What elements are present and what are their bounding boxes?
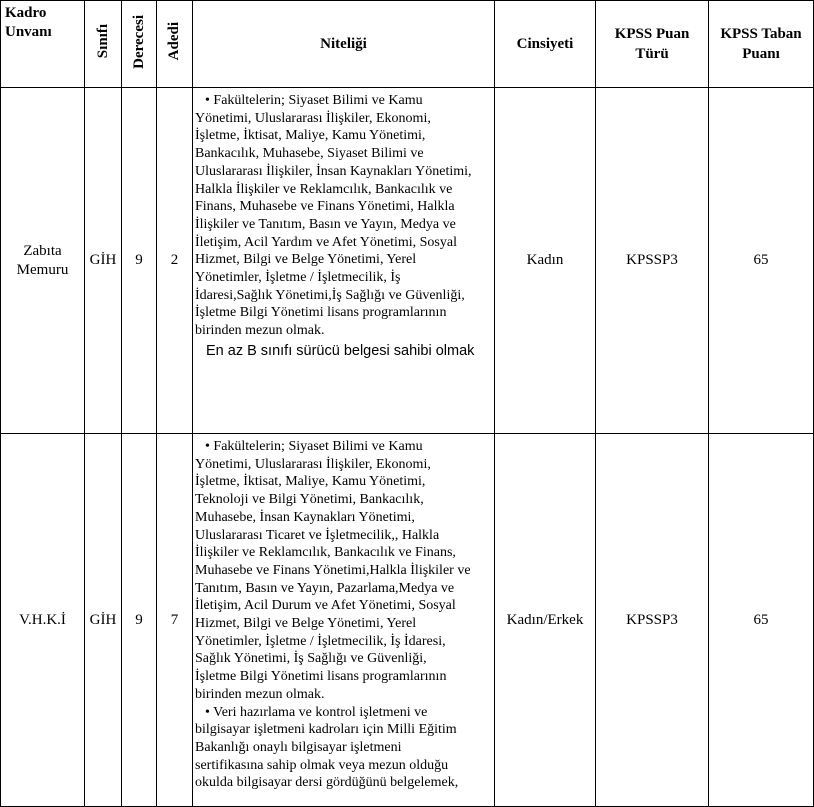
nitelik-line: • Veri hazırlama ve kontrol işletmeni ve — [205, 704, 428, 720]
table-row — [1, 88, 814, 434]
nitelik-line: Uluslararası İlişkiler, İnsan Kaynakları Yönetimi, — [195, 163, 472, 179]
nitelik-line: Yönetimi, Uluslararası İlişkiler, Ekonomi, — [195, 110, 431, 126]
sinif-cell: GİH — [85, 434, 122, 807]
nitelik-line: birinden mezun olmak. — [195, 686, 325, 702]
header-derecesi — [122, 1, 157, 88]
nitelik-line: Muhasebe, İnsan Kaynakları Yönetimi, — [195, 509, 415, 525]
header-derecesi-label: Derecesi — [130, 14, 147, 69]
nitelik-line: Halkla İlişkiler ve Reklamcılık, Bankacılık ve — [195, 181, 453, 197]
cinsiyet-cell: Kadın/Erkek — [495, 434, 596, 807]
derece-cell: 9 — [122, 88, 157, 434]
nitelik-line: sertifikasına sahip olmak veya mezun olduğu — [195, 757, 449, 773]
nitelik-line: Bankacılık, Muhasebe, Siyaset Bilimi ve — [195, 146, 424, 162]
header-cinsiyeti: Cinsiyeti — [495, 1, 596, 88]
nitelik-line: İletişim, Acil Yardım ve Afet Yönetimi, Sosyal — [195, 234, 457, 250]
nitelik-line: Tanıtım, Basın ve Yayın, Pazarlama,Medya ve — [195, 580, 455, 596]
nitelik-line: İlişkiler ve Tanıtım, Basın ve Yayın, Medya ve — [195, 216, 456, 232]
header-adedi — [157, 1, 193, 88]
nitelik-line: • Fakültelerin; Siyaset Bilimi ve Kamu — [205, 439, 423, 454]
nitelik-line: • Fakültelerin; Siyaset Bilimi ve Kamu — [205, 93, 423, 108]
taban-puan-cell: 65 — [709, 88, 814, 434]
adet-cell: 2 — [157, 88, 193, 434]
nitelik-line: Finans, Muhasebe ve Finans Yönetimi, Halkla — [195, 199, 455, 215]
nitelik-line: Yönetimi, Uluslararası İlişkiler, Ekonomi, — [195, 456, 431, 472]
nitelik-line: Yönetimler, İşletme / İşletmecilik, İş — [195, 270, 401, 286]
header-kpss-taban-puani: KPSS Taban Puanı — [709, 1, 814, 88]
nitelik-line: Bakanlığı onaylı bilgisayar işletmeni — [195, 739, 402, 755]
header-kadro-unvani: Kadro Unvanı — [1, 1, 85, 88]
nitelik-line: İdaresi,Sağlık Yönetimi,İş Sağlığı ve Güvenliği, — [195, 287, 465, 303]
kadro-cell: V.H.K.İ — [1, 434, 85, 807]
nitelik-line: İşletme, İktisat, Maliye, Kamu Yönetimi, — [195, 474, 426, 490]
nitelik-cell — [193, 434, 495, 807]
nitelik-line: İşletme Bilgi Yönetimi lisans programlarının — [195, 669, 447, 685]
puan-turu-cell: KPSSP3 — [596, 434, 709, 807]
nitelik-line: bilgisayar işletmeni kadroları için Milli Eğitim — [195, 722, 457, 738]
adet-cell: 7 — [157, 434, 193, 807]
puan-turu-cell: KPSSP3 — [596, 88, 709, 434]
header-adedi-label: Adedi — [166, 22, 182, 61]
nitelik-line: Hizmet, Bilgi ve Belge Yönetimi, Yerel — [195, 252, 417, 268]
header-sinifi-label: Sınıfı — [94, 24, 111, 59]
nitelik-line: Yönetimler, İşletme / İşletmecilik, İş İdaresi, — [195, 633, 446, 649]
nitelik-line: okulda bilgisayar dersi gördüğünü belgelemek, — [195, 775, 459, 791]
header-kpss-puan-turu: KPSS Puan Türü — [596, 1, 709, 88]
nitelik-line: Teknoloji ve Bilgi Yönetimi, Bankacılık, — [195, 492, 424, 508]
header-niteligi: Niteliği — [193, 1, 495, 88]
nitelik-line: birinden mezun olmak. — [195, 323, 325, 339]
header-row — [1, 1, 814, 88]
nitelik-cell — [193, 88, 495, 434]
table-row — [1, 434, 814, 807]
header-sinifi — [85, 1, 122, 88]
nitelik-line: İletişim, Acil Durum ve Afet Yönetimi, Sosyal — [195, 598, 456, 614]
taban-puan-cell: 65 — [709, 434, 814, 807]
nitelik-line: İşletme, İktisat, Maliye, Kamu Yönetimi, — [195, 128, 426, 144]
nitelik-line: Muhasebe ve Finans Yönetimi,Halkla İlişkiler ve — [195, 562, 471, 578]
nitelik-line: Sağlık Yönetimi, İş Sağlığı ve Güvenliği, — [195, 651, 427, 667]
sinif-cell: GİH — [85, 88, 122, 434]
nitelik-line: İlişkiler ve Reklamcılık, Bankacılık ve Finans, — [195, 545, 456, 561]
cinsiyet-cell: Kadın — [495, 88, 596, 434]
nitelik-line: Uluslararası Ticaret ve İşletmecilik,, Halkla — [195, 527, 440, 543]
derece-cell: 9 — [122, 434, 157, 807]
nitelik-line: İşletme Bilgi Yönetimi lisans programlarının — [195, 305, 447, 321]
kadro-cell: Zabıta Memuru — [1, 88, 85, 434]
nitelik-line: Hizmet, Bilgi ve Belge Yönetimi, Yerel — [195, 616, 417, 632]
nitelik-extra: En az B sınıfı sürücü belgesi sahibi olmak — [206, 342, 475, 359]
